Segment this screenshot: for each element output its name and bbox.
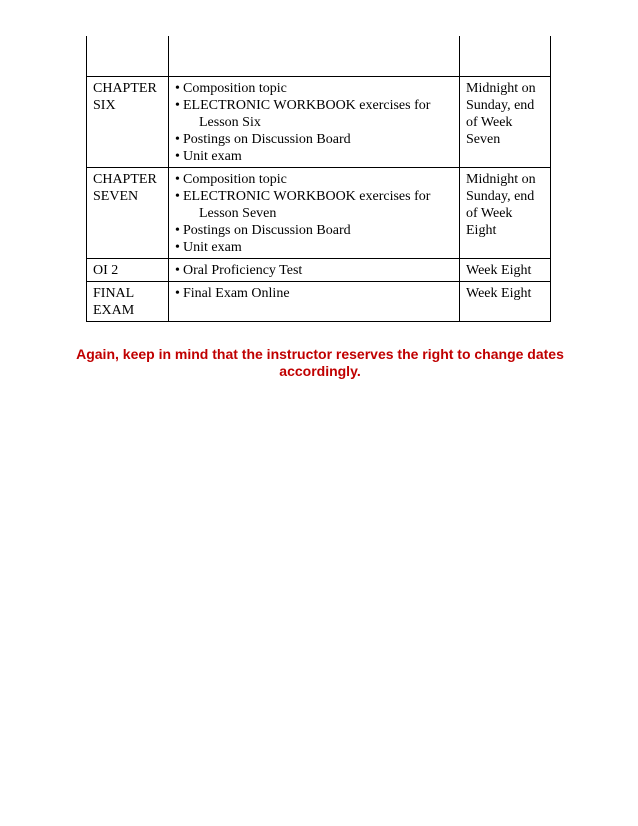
bullet-icon: • bbox=[175, 240, 180, 255]
bullet-icon: • bbox=[175, 132, 180, 147]
unit-label: CHAPTER SIX bbox=[93, 81, 157, 113]
unit-cell bbox=[87, 77, 169, 168]
table-row bbox=[87, 282, 551, 322]
assignment-item-text: Postings on Discussion Board bbox=[183, 132, 351, 147]
assignment-item-text: Composition topic bbox=[183, 81, 287, 96]
dates-change-note: Again, keep in mind that the instructor reserves the right to change dates accordingly. bbox=[76, 346, 564, 379]
assignment-item-text: Final Exam Online bbox=[183, 286, 290, 301]
unit-label: CHAPTER SEVEN bbox=[93, 172, 157, 204]
assignment-item-text: Postings on Discussion Board bbox=[183, 223, 351, 238]
assignment-item bbox=[175, 171, 455, 188]
unit-label: OI 2 bbox=[93, 263, 119, 278]
assignment-item bbox=[175, 97, 455, 131]
unit-cell bbox=[87, 282, 169, 322]
assignment-item-continuation: Lesson Seven bbox=[199, 206, 277, 221]
assignment-item-continuation: Lesson Six bbox=[199, 115, 261, 130]
bullet-icon: • bbox=[175, 286, 180, 301]
due-date-label: Midnight on Sunday, end of Week Seven bbox=[466, 81, 536, 147]
table-row bbox=[87, 77, 551, 168]
due-cell bbox=[460, 168, 551, 259]
bullet-icon: • bbox=[175, 149, 180, 164]
due-cell bbox=[460, 77, 551, 168]
due-date-label: Midnight on Sunday, end of Week Eight bbox=[466, 172, 536, 238]
assignment-schedule-table bbox=[86, 36, 551, 322]
bullet-icon: • bbox=[175, 263, 180, 278]
assignment-list bbox=[175, 262, 455, 279]
due-cell bbox=[460, 282, 551, 322]
assignment-item bbox=[175, 239, 455, 256]
bullet-icon: • bbox=[175, 98, 180, 113]
assignment-item-text: ELECTRONIC WORKBOOK exercises for bbox=[183, 98, 431, 113]
assignment-item bbox=[175, 262, 455, 279]
assignment-item bbox=[175, 80, 455, 97]
assignment-item bbox=[175, 131, 455, 148]
table-cell-empty bbox=[460, 36, 551, 77]
assignment-list bbox=[175, 285, 455, 302]
unit-label: FINAL EXAM bbox=[93, 286, 135, 318]
items-cell bbox=[169, 77, 460, 168]
unit-cell bbox=[87, 168, 169, 259]
due-cell bbox=[460, 259, 551, 282]
assignment-item bbox=[175, 148, 455, 165]
table-cell-empty bbox=[169, 36, 460, 77]
bullet-icon: • bbox=[175, 172, 180, 187]
assignment-item bbox=[175, 188, 455, 222]
table-row bbox=[87, 168, 551, 259]
items-cell bbox=[169, 168, 460, 259]
assignment-item-text: ELECTRONIC WORKBOOK exercises for bbox=[183, 189, 431, 204]
table-row-continued-top bbox=[87, 36, 551, 77]
items-cell bbox=[169, 259, 460, 282]
items-cell bbox=[169, 282, 460, 322]
assignment-list bbox=[175, 171, 455, 256]
table-row bbox=[87, 259, 551, 282]
assignment-list bbox=[175, 80, 455, 165]
due-date-label: Week Eight bbox=[466, 286, 532, 301]
assignment-item bbox=[175, 222, 455, 239]
due-date-label: Week Eight bbox=[466, 263, 532, 278]
assignment-item bbox=[175, 285, 455, 302]
unit-cell bbox=[87, 259, 169, 282]
bullet-icon: • bbox=[175, 81, 180, 96]
assignment-item-text: Composition topic bbox=[183, 172, 287, 187]
bullet-icon: • bbox=[175, 223, 180, 238]
assignment-item-text: Oral Proficiency Test bbox=[183, 263, 303, 278]
bullet-icon: • bbox=[175, 189, 180, 204]
table-cell-empty bbox=[87, 36, 169, 77]
assignment-item-text: Unit exam bbox=[183, 240, 242, 255]
assignment-item-text: Unit exam bbox=[183, 149, 242, 164]
